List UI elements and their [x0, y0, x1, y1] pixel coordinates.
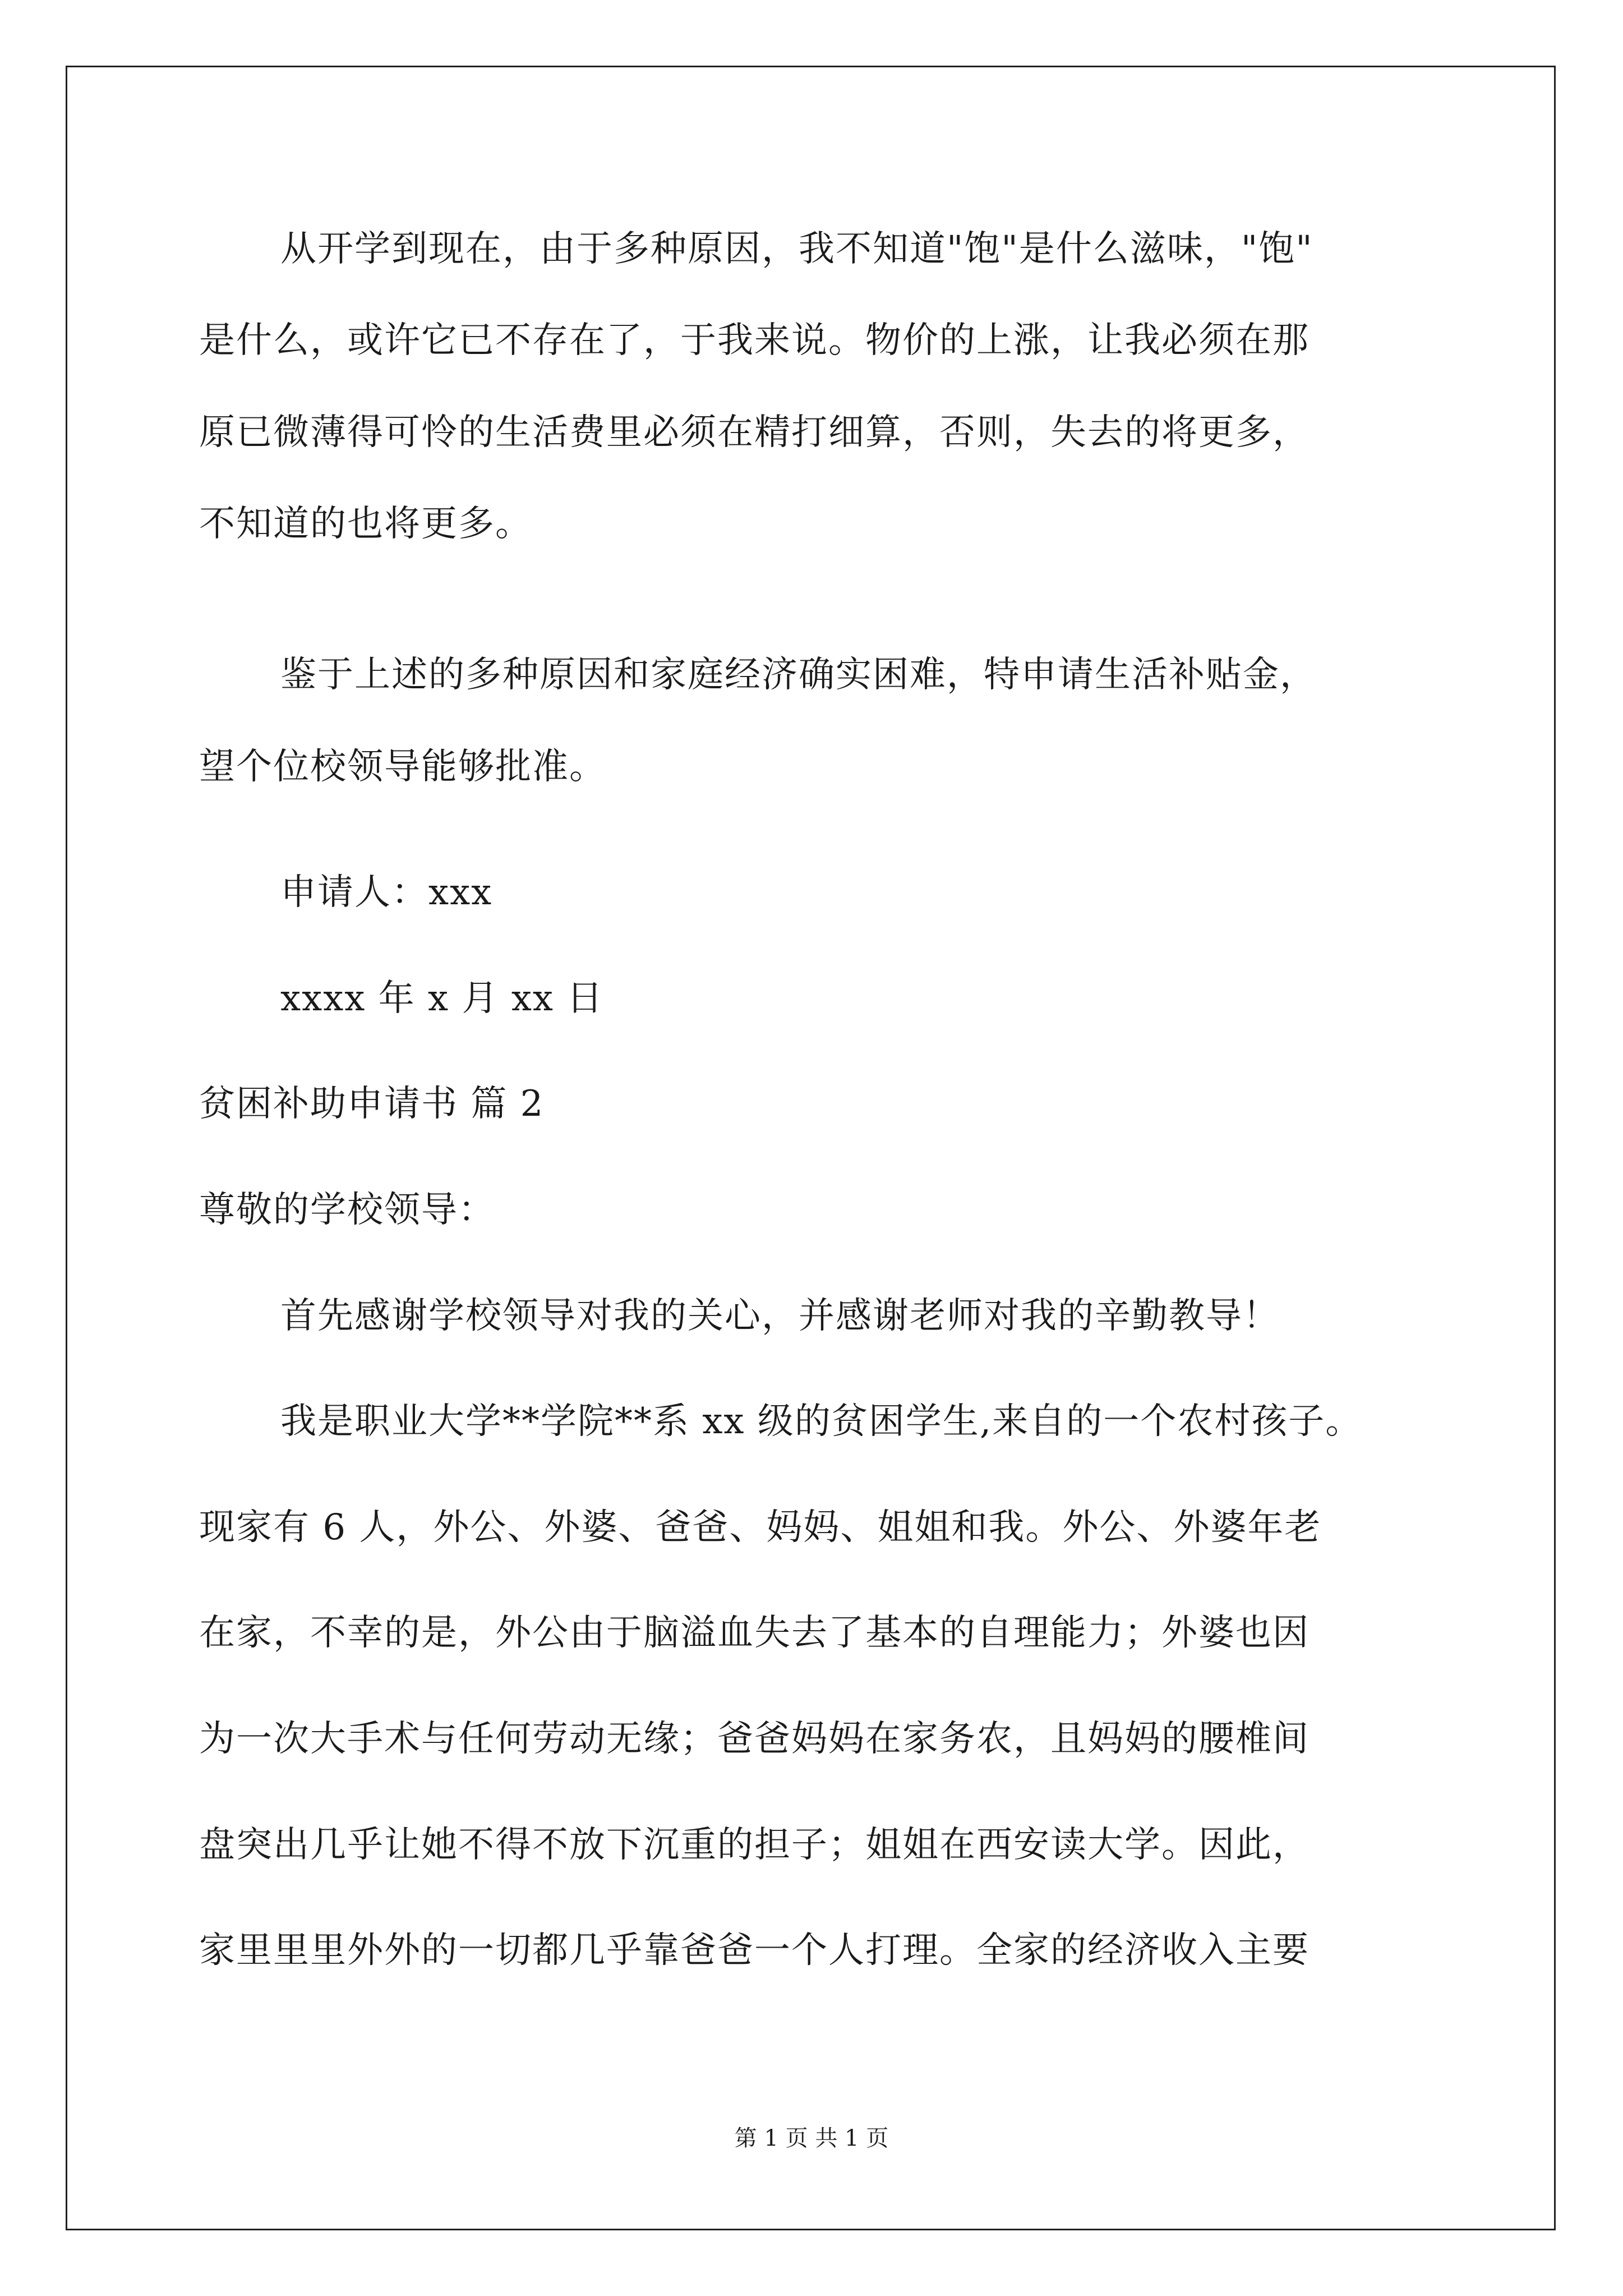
applicant-line: 申请人：xxx — [280, 872, 493, 913]
body-line: 我是职业大学**学院**系 xx 级的贫困学生,来自的一个农村孩子。 — [280, 1401, 1363, 1442]
body-line: 鉴于上述的多种原因和家庭经济确实困难，特申请生活补贴金， — [280, 654, 1317, 696]
date-line: xxxx 年 x 月 xx 日 — [280, 978, 604, 1019]
page-indicator: 第 1 页 共 1 页 — [734, 2125, 889, 2151]
body-line: 为一次大手术与任何劳动无缘；爸爸妈妈在家务农，且妈妈的腰椎间 — [199, 1718, 1310, 1760]
body-line: 从开学到现在，由于多种原因，我不知道"饱"是什么滋味，"饱" — [280, 228, 1313, 270]
section-heading: 贫困补助申请书 篇 2 — [199, 1083, 545, 1125]
body-line: 原已微薄得可怜的生活费里必须在精打细算，否则，失去的将更多， — [199, 412, 1310, 453]
body-line: 望个位校领导能够批准。 — [199, 746, 606, 788]
salutation: 尊敬的学校领导： — [199, 1189, 495, 1231]
body-line: 盘突出几乎让她不得不放下沉重的担子；姐姐在西安读大学。因此， — [199, 1824, 1310, 1866]
body-line: 在家，不幸的是，外公由于脑溢血失去了基本的自理能力；外婆也因 — [199, 1612, 1310, 1654]
body-line: 现家有 6 人，外公、外婆、爸爸、妈妈、姐姐和我。外公、外婆年老 — [199, 1507, 1322, 1548]
body-line: 家里里里外外的一切都几乎靠爸爸一个人打理。全家的经济收入主要 — [199, 1930, 1310, 1971]
body-line: 首先感谢学校领导对我的关心，并感谢老师对我的辛勤教导！ — [280, 1295, 1280, 1337]
body-line: 不知道的也将更多。 — [199, 503, 532, 545]
page-border — [66, 66, 1556, 2230]
body-line: 是什么，或许它已不存在了，于我来说。物价的上涨，让我必须在那 — [199, 320, 1310, 361]
